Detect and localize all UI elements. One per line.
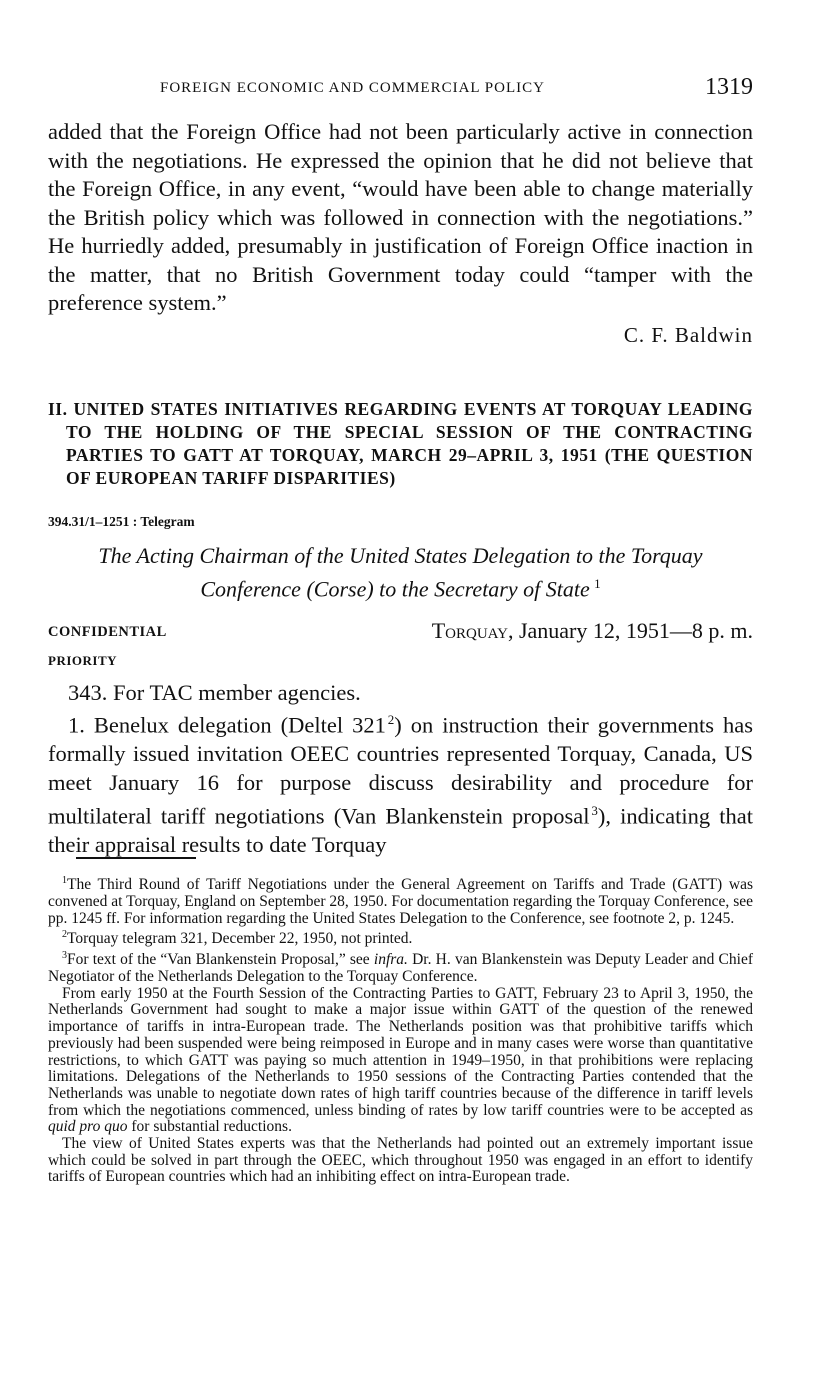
file-reference: 394.31/1–1251 : Telegram xyxy=(48,514,195,529)
continuation-paragraph: added that the Foreign Office had not been particularly active in connection with the negotiations. He expressed the opinion that he did not believe that the Foreign Office, in any event, “would have been able to change materially the British policy which was followed in connection with the negotiations.” He hurriedly added, presumably in justification of Foreign Office inaction in the matter, that no British Government today could “tamper with the preference system.” xyxy=(48,119,753,315)
message-number: 343. For TAC member agencies. xyxy=(68,680,361,705)
footnote-2-text: Torquay telegram 321, December 22, 1950, not printed. xyxy=(67,930,413,948)
footnote-ref-3: 3 xyxy=(591,803,598,818)
para1-start: 1. Benelux delegation (Deltel 321 xyxy=(68,712,386,738)
footnote-1-marker: 1 xyxy=(62,875,67,886)
document-title-text: The Acting Chairman of the United States Delegation to the Torquay Conference (Corse) to the Secretary of State xyxy=(98,543,703,602)
running-head xyxy=(48,76,753,104)
footnote-1 xyxy=(48,873,753,927)
footnote-2-marker: 2 xyxy=(62,929,67,941)
priority-label: PRIORITY xyxy=(48,653,118,668)
document-page xyxy=(48,0,753,1380)
footnote-3-marker: 3 xyxy=(62,950,67,962)
section-heading: II. UNITED STATES INITIATIVES REGARDING EVENTS AT TORQUAY LEADING TO THE HOLDING OF THE SPECIAL SESSION OF THE CONTRACTING PARTIES TO GATT AT TORQUAY, MARCH 29–APRIL 3, 1951 (THE QUESTION OF EUROPEAN TARIFF DISPARITIES) xyxy=(48,399,753,488)
para1-mid: ) on instruction their governments has formally issued invitation OEEC countries represented Torquay, Canada, US meet January 16 for purpose discuss desirability and procedure for multilateral tariff negotiations (Van Blankenstein proposal xyxy=(48,712,754,829)
footnote-3 xyxy=(48,948,753,986)
dateline-place: Torquay, xyxy=(431,618,514,643)
telegram-paragraph-1 xyxy=(48,706,753,860)
footnote-3-text-a: For text of the “Van Blankenstein Proposal,” see xyxy=(67,951,374,969)
footnote-3-para2-b: for substantial reductions. xyxy=(127,1118,292,1136)
dateline-date: January 12, 1951—8 p. m. xyxy=(518,618,753,643)
footnote-divider xyxy=(76,857,196,859)
footnote-3-quid-pro-quo: quid pro quo xyxy=(48,1118,128,1136)
dateline xyxy=(432,618,753,644)
page-number: 1319 xyxy=(705,74,753,100)
footnote-3-para2-a: From early 1950 at the Fourth Session of the Contracting Parties to GATT, February 23 to April 3, 1950, the Netherlands Government had sought to make a major issue within GATT of the question of the renewed importance of tariffs in intra-European trade. The Netherlands position was that prohibitive tariffs which previously had been suspended were being reimposed in Europe and in many cases were worse than quantitative restrictions, to which GATT was paying so much attention in 1949–1950, in that prohibitions were replacing limitations. Delegations of the Netherlands to 1950 sessions of the Contracting Parties contended that the Netherlands was unable to negotiate down rates of high tariff countries because of the difference in tariff levels from which the negotiations commenced, unless binding of rates by low tariff countries were to be accepted as xyxy=(48,984,753,1119)
footnote-2 xyxy=(48,927,753,948)
classification-label: CONFIDENTIAL xyxy=(48,624,167,640)
footnote-3-infra: infra. xyxy=(373,951,408,969)
footnote-3-text-b: Dr. H. van Blankenstein was Deputy Leader and Chief Negotiator of the Netherlands Delegation to the Torquay Conference. xyxy=(48,951,753,985)
footnote-3-paragraph-2 xyxy=(48,986,753,1136)
running-title: FOREIGN ECONOMIC AND COMMERCIAL POLICY xyxy=(160,80,545,96)
footnote-3-paragraph-3: The view of United States experts was that the Netherlands had pointed out an extremely important issue which could be solved in part through the OEEC, which throughout 1950 was engaged in an effort to identify tariffs of European countries which had an inhibiting effect on intra-European trade. xyxy=(48,1135,753,1186)
document-title xyxy=(48,542,753,603)
signature: C. F. Baldwin xyxy=(623,323,753,347)
footnote-ref-1: 1 xyxy=(594,576,601,591)
footnote-1-text: The Third Round of Tariff Negotiations under the General Agreement on Tariffs and Trade (GATT) was convened at Torquay, England on September 28, 1950. For documentation regarding the Torquay Conference, see pp. 1245 ff. For information regarding the United States Delegation to the Conference, see footnote 2, p. 1245. xyxy=(48,876,753,927)
footnotes xyxy=(48,873,753,1186)
footnote-ref-2: 2 xyxy=(387,712,395,727)
para1-end: ), indicating that their appraisal results to date Torquay xyxy=(48,803,753,857)
